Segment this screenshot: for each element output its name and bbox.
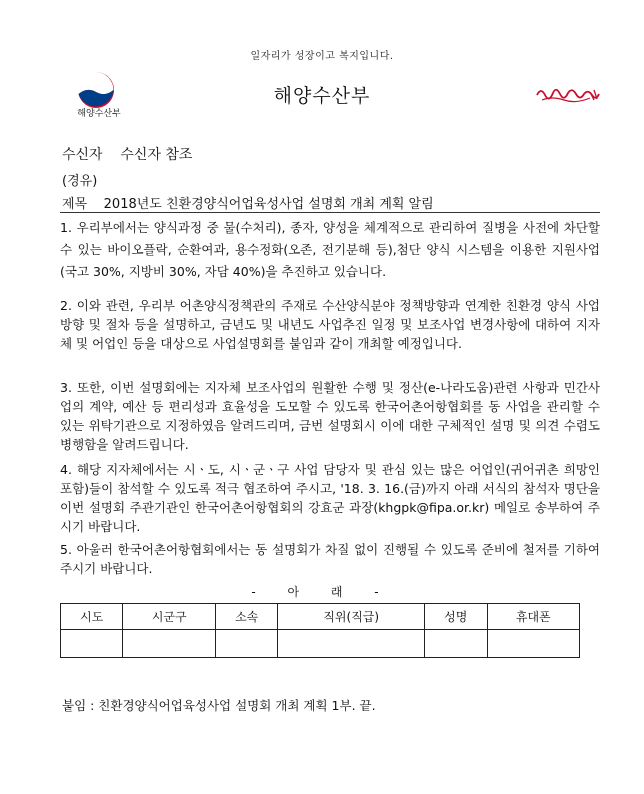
table-cell bbox=[123, 630, 215, 658]
table-cell bbox=[215, 630, 277, 658]
logo-text: 해양수산부 bbox=[77, 109, 121, 119]
table-cell bbox=[487, 630, 580, 658]
below-label: - 아 래 - bbox=[251, 585, 393, 599]
column-header: 성명 bbox=[425, 604, 487, 630]
slogan: 일자리가 성장이고 복지입니다. bbox=[250, 51, 394, 62]
recipient-label: 수신자 bbox=[62, 147, 103, 163]
paragraph-2: 2. 이와 관련, 우리부 어촌양식정책관의 주재로 수산양식분야 정책방향과 연계한 친환경 양식 사업방향 및 절차 등을 설명하고, 금년도 및 내년도 사업추진 일정 및 보조사업 변경사항에 대하여 지자체 및 어업인 등을 대상으로 사업설명회를 붙임과 같이 개최할 예정입니다. bbox=[60, 298, 600, 351]
table-row bbox=[61, 630, 580, 658]
subject-label: 제목 bbox=[62, 197, 88, 212]
subject-line bbox=[62, 193, 434, 212]
column-header: 시군구 bbox=[123, 604, 215, 630]
paragraph-3: 3. 또한, 이번 설명회에는 지자체 보조사업의 원활한 수행 및 정산(e-나라도움)관련 사항과 민간사업의 계약, 예산 등 편리성과 효율성을 도모할 수 있도록 한국어촌어항협회를 동 사업을 관리할 수 있는 위탁기관으로 지정하였음 알려드리며, 금번 설명회시 이에 대한 구체적인 설명 및 의견 수렴도 병행함을 알려드립니다. bbox=[60, 380, 600, 452]
column-header: 직위(직급) bbox=[278, 604, 425, 630]
table-header-row bbox=[61, 604, 580, 630]
subject-rule bbox=[60, 212, 600, 213]
recipient-line bbox=[62, 144, 192, 164]
table-cell bbox=[61, 630, 123, 658]
paragraph-1: 1. 우리부에서는 양식과정 중 물(수처리), 종자, 양성을 체계적으로 관리하여 질병을 사전에 차단할 수 있는 바이오플락, 순환여과, 용수정화(오존, 전기분해 등),첨단 양식 시스템을 이용한 지원사업(국고 30%, 지방비 30%, 자담 40%)을 추진하고 있습니다. bbox=[60, 220, 600, 279]
recipient-value: 수신자 참조 bbox=[120, 147, 193, 163]
paragraph-4: 4. 해당 지자체에서는 시ㆍ도, 시ㆍ군ㆍ구 사업 담당자 및 관심 있는 많은 어업인(귀어귀촌 희망인 포함)들이 참석할 수 있도록 적극 협조하여 주시고, '18. 3. 16.(금)까지 아래 서식의 참석자 명단을 이번 설명회 주관기관인 한국어촌어항협회의 강효군 과장(khgpk@fipa.or.kr) 메일로 송부하여 주시기 바랍니다. bbox=[60, 462, 600, 534]
via-line: (경유) bbox=[62, 174, 98, 189]
ministry-name: 해양수산부 bbox=[273, 85, 371, 107]
paragraph-5: 5. 아울러 한국어촌어항협회에서는 동 설명회가 차질 없이 진행될 수 있도록 준비에 철저를 기하여 주시기 바랍니다. bbox=[60, 542, 600, 576]
attendee-table bbox=[60, 603, 580, 658]
column-header: 휴대폰 bbox=[487, 604, 580, 630]
table-cell bbox=[278, 630, 425, 658]
slogan-signature bbox=[534, 80, 604, 108]
attachment-line: 붙임 : 친환경양식어업육성사업 설명회 개최 계획 1부. 끝. bbox=[62, 698, 376, 713]
column-header: 시도 bbox=[61, 604, 123, 630]
table-cell bbox=[425, 630, 487, 658]
subject-value: 2018년도 친환경양식어업육성사업 설명회 개최 계획 알림 bbox=[103, 197, 434, 212]
column-header: 소속 bbox=[215, 604, 277, 630]
